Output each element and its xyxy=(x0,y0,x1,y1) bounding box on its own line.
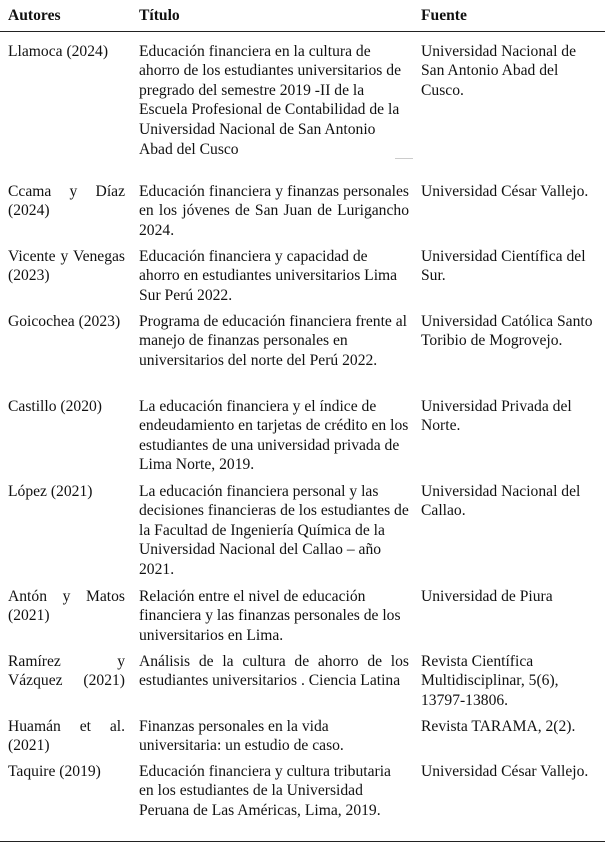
cell-title: Programa de educación financiera frente al manejo de finanzas personales en universitarios del norte del Perú 2022. xyxy=(139,312,407,369)
table-row xyxy=(0,476,605,581)
cell-title: Educación financiera y capacidad de ahorro en estudiantes universitarios Lima Sur Perú 2022. xyxy=(139,247,398,304)
cell-title: La educación financiera y el índice de endeudamiento en tarjetas de crédito en los estudiantes de una universidad privada de Lima Norte, 2019. xyxy=(139,397,409,474)
cell-title: Educación financiera y finanzas personales en los jóvenes de San Juan de Lurigancho 2024. xyxy=(139,182,409,239)
cell-source: Universidad César Vallejo. xyxy=(413,756,605,842)
table-row xyxy=(0,391,605,476)
cell-authors: Huamán et al. (2021) xyxy=(8,717,125,755)
cell-source: Universidad Católica Santo Toribio de Mogrovejo. xyxy=(421,312,593,350)
cell-authors: Vicente y Venegas (2023) xyxy=(8,247,125,285)
cell-title: Análisis de la cultura de ahorro de los estudiantes universitarios . Ciencia Latina xyxy=(139,652,409,690)
table-row xyxy=(0,581,605,646)
cell-source: Universidad Privada del Norte. xyxy=(421,397,572,435)
cell-authors: Ramírez y Vázquez (2021) xyxy=(8,652,125,690)
table-row xyxy=(0,241,605,306)
table-row xyxy=(0,756,605,842)
cell-source: Universidad de Piura xyxy=(421,587,553,605)
cell-authors: Ccama y Díaz (2024) xyxy=(8,182,125,220)
cell-source: Universidad Nacional del Callao. xyxy=(421,482,581,520)
table-row xyxy=(0,306,605,391)
cell-authors: Taquire (2019) xyxy=(0,756,133,842)
cell-title: Relación entre el nivel de educación financiera y las finanzas personales de los universitarios en Lima. xyxy=(139,587,401,644)
table-row xyxy=(0,31,605,176)
cell-authors: Castillo (2020) xyxy=(8,397,102,415)
table-row xyxy=(0,646,605,711)
cell-authors: López (2021) xyxy=(8,482,93,500)
header-title: Título xyxy=(133,3,413,31)
cell-authors: Goicochea (2023) xyxy=(8,312,121,330)
table-row xyxy=(0,176,605,241)
cell-source: Revista Científica Multidisciplinar, 5(6), 13797-13806. xyxy=(421,652,559,709)
cell-source: Universidad Científica del Sur. xyxy=(421,247,586,285)
cell-title: Educación financiera y cultura tributaria en los estudiantes de la Universidad Peruana de Las Américas, Lima, 2019. xyxy=(133,756,413,842)
cell-title: Educación financiera en la cultura de ahorro de los estudiantes universitarios de pregrado del semestre 2019 -II de la Escuela Profesional de Contabilidad de la Universidad Nacional de San Antonio Abad del Cusco xyxy=(139,42,401,158)
cell-source: Universidad César Vallejo. xyxy=(421,182,589,200)
table-row xyxy=(0,711,605,756)
faint-divider xyxy=(395,158,413,159)
cell-authors: Antón y Matos (2021) xyxy=(8,587,125,625)
cell-source: Revista TARAMA, 2(2). xyxy=(421,717,576,735)
header-authors: Autores xyxy=(0,3,133,31)
cell-title: La educación financiera personal y las decisiones financieras de los estudiantes de la Facultad de Ingeniería Química de la Universidad Nacional del Callao – año 2021. xyxy=(139,482,409,578)
table-header-row xyxy=(0,3,605,31)
cell-source: Universidad Nacional de San Antonio Abad del Cusco. xyxy=(421,42,577,99)
header-source: Fuente xyxy=(413,3,605,31)
cell-title: Finanzas personales en la vida universitaria: un estudio de caso. xyxy=(139,717,344,755)
cell-authors: Llamoca (2024) xyxy=(8,42,109,60)
references-table xyxy=(0,3,605,842)
